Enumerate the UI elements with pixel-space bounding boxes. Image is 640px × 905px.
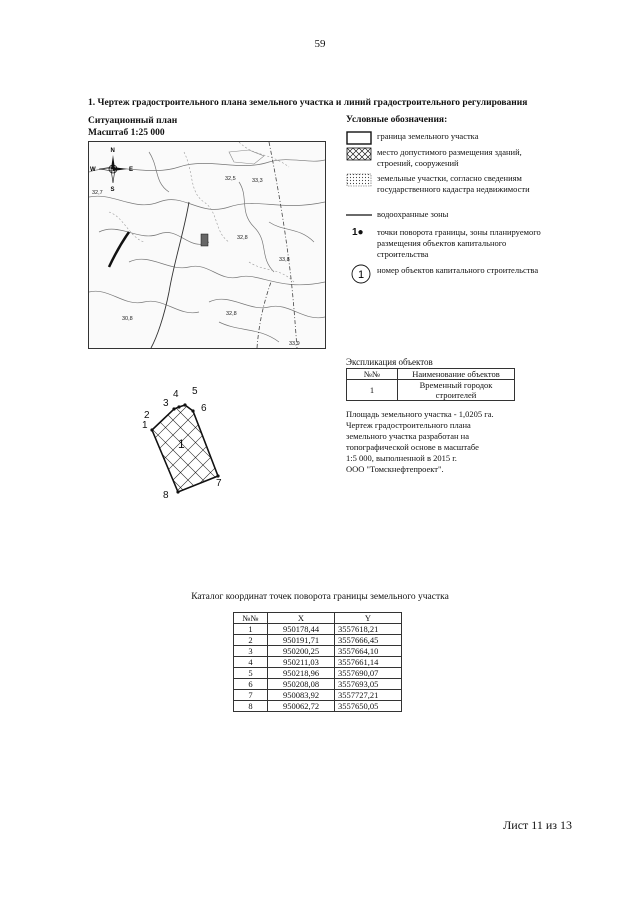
coord-num: 1: [234, 624, 268, 635]
point-marker-icon: 1●: [352, 227, 364, 238]
map-label: 32,5: [225, 176, 236, 182]
legend-text: граница земельного участка: [377, 131, 479, 141]
coord-y: 3557666,45: [335, 635, 402, 646]
legend-text: точки поворота границы, зоны планируемого размещения объектов капитального строительства: [377, 227, 541, 259]
coord-y: 3557693,05: [335, 679, 402, 690]
coord-x: 950178,44: [268, 624, 335, 635]
explication-num: 1: [347, 380, 398, 401]
point-label-1: 1: [142, 420, 148, 431]
table-row: [234, 657, 402, 668]
point-label-2: 2: [144, 410, 150, 421]
note-line: ООО "Томскнефтепроект".: [346, 464, 444, 474]
sheet-label: Лист 11 из 13: [503, 818, 572, 832]
coord-y: 3557664,10: [335, 646, 402, 657]
compass-w: W: [90, 167, 96, 173]
explication-table: [346, 368, 515, 401]
explication-header-num: №№: [347, 369, 398, 380]
situational-map: [88, 141, 326, 349]
coord-y: 3557618,21: [335, 624, 402, 635]
coord-header-y: Y: [335, 613, 402, 624]
note-line: Чертеж градостроительного плана: [346, 420, 471, 430]
explication-header-row: [347, 369, 515, 380]
catalog-title: Каталог координат точек поворота границы земельного участка: [191, 592, 449, 602]
table-row: [234, 668, 402, 679]
coord-num: 7: [234, 690, 268, 701]
parcel-drawing: [138, 380, 238, 500]
point-label-7: 7: [216, 478, 222, 489]
circled-number: 1: [357, 269, 365, 281]
situational-plan-heading: [88, 115, 177, 139]
legend-title: Условные обозначения:: [346, 115, 448, 125]
coord-x: 950200,25: [268, 646, 335, 657]
coord-num: 6: [234, 679, 268, 690]
situational-plan-scale: Масштаб 1:25 000: [88, 128, 165, 138]
line-icon: [346, 209, 372, 221]
table-row: [234, 701, 402, 712]
coord-num: 3: [234, 646, 268, 657]
coord-x: 950208,08: [268, 679, 335, 690]
coord-num: 4: [234, 657, 268, 668]
point-label-4: 4: [173, 389, 179, 400]
table-row: [234, 679, 402, 690]
coord-y: 3557661,14: [335, 657, 402, 668]
note-line: 1:5 000, выполненной в 2015 г.: [346, 453, 457, 463]
legend-text: номер объектов капитального строительства: [377, 265, 539, 275]
legend-item-water-zone: [346, 209, 586, 221]
table-row: [234, 635, 402, 646]
point-label-6: 6: [201, 403, 207, 414]
point-label-8: 8: [163, 490, 169, 500]
legend-item-hatch: [346, 147, 586, 171]
explication-name: Временный городок строителей: [398, 380, 515, 401]
map-label: 32,8: [226, 311, 237, 317]
map-label: 33,8: [279, 257, 290, 263]
compass-n: N: [110, 148, 115, 154]
compass-e: E: [129, 167, 134, 173]
point-label-3: 3: [163, 398, 169, 409]
section-title: 1. Чертеж градостроительного плана земельного участка и линий градостроительного регулирования: [88, 98, 528, 108]
point-label-5: 5: [192, 386, 198, 397]
map-label: 33,3: [252, 178, 263, 184]
coord-num: 8: [234, 701, 268, 712]
table-row: [234, 646, 402, 657]
table-row: [234, 624, 402, 635]
coord-header-x: X: [268, 613, 335, 624]
legend-text: водоохранные зоны: [377, 209, 449, 219]
explication-title: Экспликация объектов: [346, 357, 433, 367]
map-label: 30,8: [122, 316, 133, 322]
note-line: топографической основе в масштабе: [346, 442, 479, 452]
circled-number-icon: [350, 263, 372, 285]
legend-text: земельные участки, согласно сведениям государственного кадастра недвижимости: [377, 173, 530, 194]
compass-icon: [90, 148, 133, 193]
coord-y: 3557690,07: [335, 668, 402, 679]
boundary-rect-icon: [346, 131, 372, 145]
legend-item-turn-points: [346, 227, 586, 261]
note-line: земельного участка разработан на: [346, 431, 469, 441]
hatch-cross-icon: [346, 147, 372, 161]
legend-item-object-number: [346, 265, 586, 289]
coordinates-table: [233, 612, 402, 712]
notes: [346, 409, 566, 475]
table-row: [234, 690, 402, 701]
table-row: [347, 380, 515, 401]
page-number: 59: [314, 38, 326, 50]
situational-plan-title: Ситуационный план: [88, 116, 178, 126]
legend-item-cadastre: [346, 173, 586, 207]
map-label: 33,9: [289, 341, 300, 347]
legend-text: место допустимого размещения зданий, строений, сооружений: [377, 147, 522, 168]
coord-num: 5: [234, 668, 268, 679]
topographic-map: [89, 142, 325, 348]
map-label: 32,7: [92, 190, 103, 196]
object-number-label: 1: [178, 437, 185, 451]
coord-x: 950211,03: [268, 657, 335, 668]
map-label: 32,8: [237, 235, 248, 241]
coord-x: 950083,92: [268, 690, 335, 701]
coord-x: 950218,96: [268, 668, 335, 679]
coord-header-num: №№: [234, 613, 268, 624]
coord-num: 2: [234, 635, 268, 646]
compass-s: S: [110, 187, 115, 193]
coord-x: 950191,71: [268, 635, 335, 646]
coordinates-header-row: [234, 613, 402, 624]
dotted-area-icon: [346, 173, 372, 187]
note-line: Площадь земельного участка - 1,0205 га.: [346, 409, 494, 419]
explication-header-name: Наименование объектов: [398, 369, 515, 380]
coord-y: 3557727,21: [335, 690, 402, 701]
coord-y: 3557650,05: [335, 701, 402, 712]
coord-x: 950062,72: [268, 701, 335, 712]
legend-item-boundary: [346, 131, 586, 145]
